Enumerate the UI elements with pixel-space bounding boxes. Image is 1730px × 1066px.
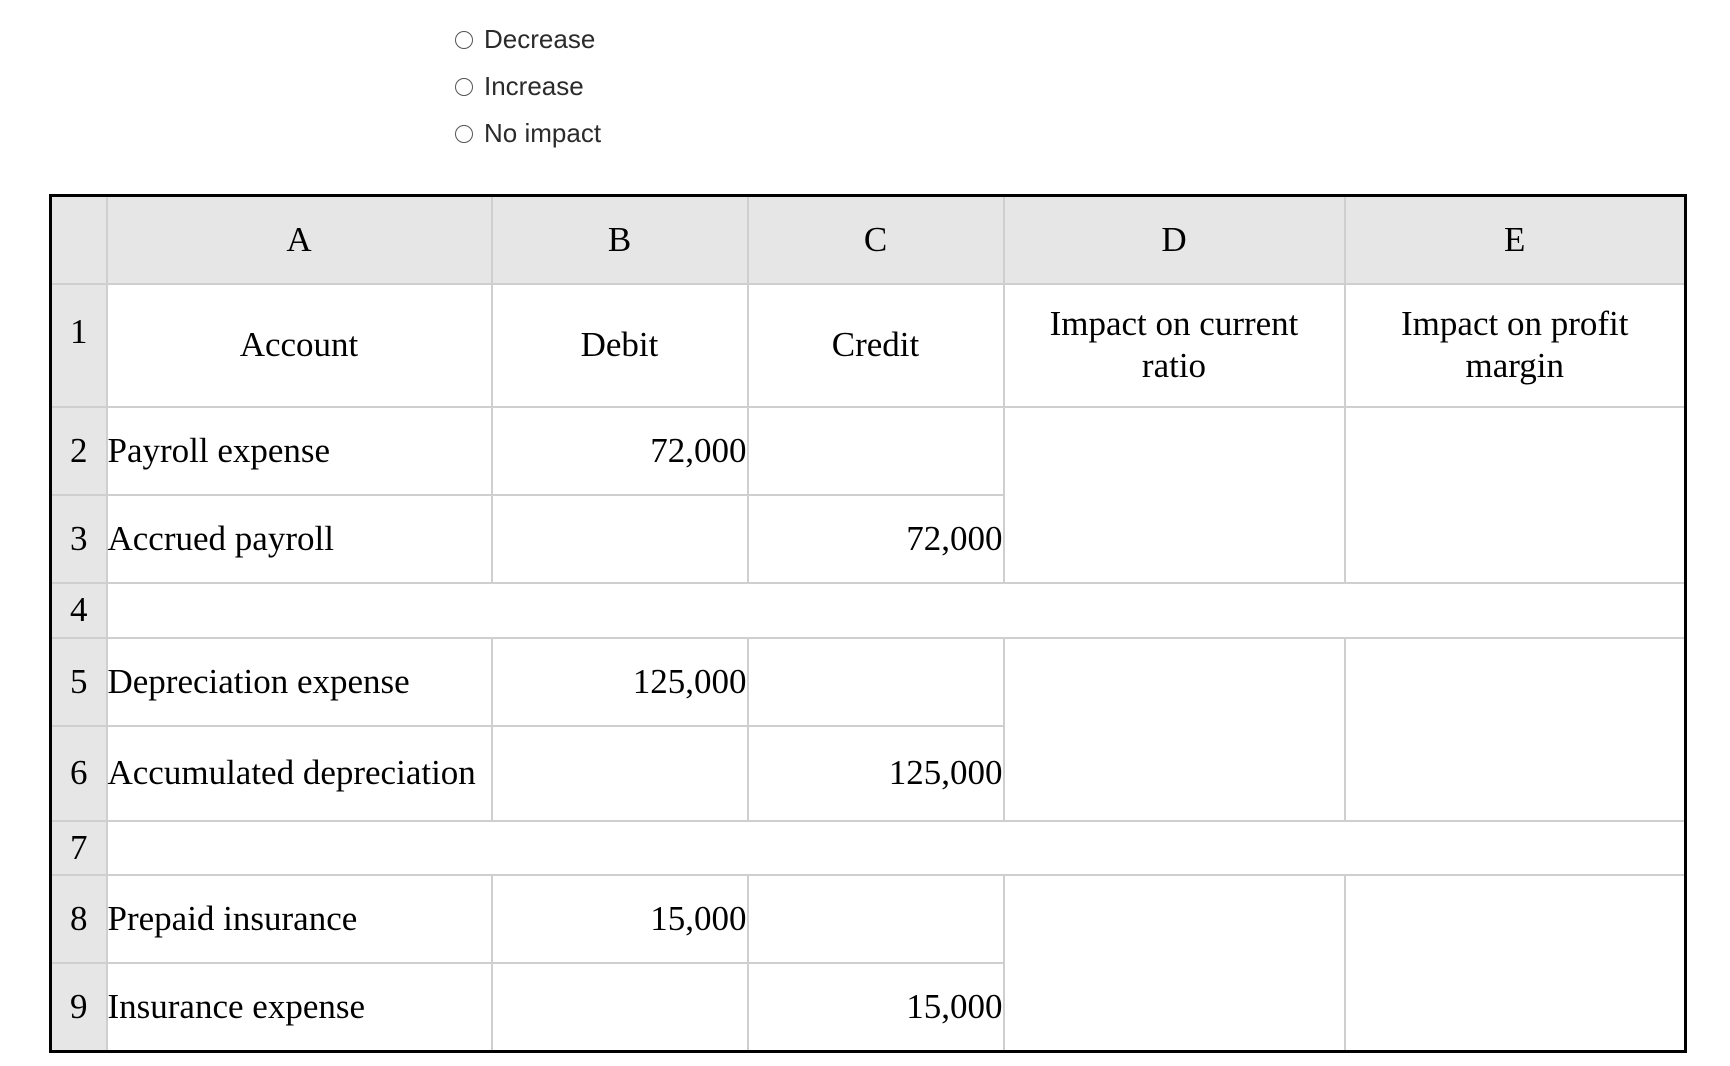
debit-cell	[492, 495, 748, 583]
impact-profit-margin-cell[interactable]	[1345, 638, 1686, 821]
debit-cell: 72,000	[492, 407, 748, 495]
row-number: 3	[51, 495, 107, 583]
row-number: 9	[51, 963, 107, 1052]
impact-profit-margin-cell[interactable]	[1345, 875, 1686, 1052]
header-debit: Debit	[492, 284, 748, 407]
option-decrease[interactable]	[455, 16, 601, 63]
table-row	[51, 583, 1686, 638]
column-header-a: A	[107, 196, 492, 284]
row-number: 8	[51, 875, 107, 963]
row-number: 6	[51, 726, 107, 821]
row-number: 1	[51, 284, 107, 407]
account-cell: Payroll expense	[107, 407, 492, 495]
header-impact-profit-margin: Impact on profit margin	[1345, 284, 1686, 407]
column-header-row	[51, 196, 1686, 284]
column-header-d: D	[1004, 196, 1345, 284]
header-credit: Credit	[748, 284, 1004, 407]
impact-current-ratio-cell[interactable]	[1004, 407, 1345, 583]
option-increase[interactable]	[455, 63, 601, 110]
credit-cell	[748, 407, 1004, 495]
table-row	[51, 284, 1686, 407]
credit-cell	[748, 638, 1004, 726]
column-header-c: C	[748, 196, 1004, 284]
impact-profit-margin-cell[interactable]	[1345, 407, 1686, 583]
corner-cell	[51, 196, 107, 284]
account-cell: Depreciation expense	[107, 638, 492, 726]
spacer-cell	[107, 583, 1686, 638]
credit-cell	[748, 875, 1004, 963]
option-no-impact[interactable]	[455, 110, 601, 157]
credit-cell: 72,000	[748, 495, 1004, 583]
impact-current-ratio-cell[interactable]	[1004, 875, 1345, 1052]
spacer-cell	[107, 821, 1686, 875]
debit-cell: 15,000	[492, 875, 748, 963]
impact-options-radio-group	[455, 16, 601, 157]
table-row	[51, 638, 1686, 726]
option-label: No impact	[484, 118, 602, 148]
table-row	[51, 821, 1686, 875]
account-cell: Accrued payroll	[107, 495, 492, 583]
debit-cell: 125,000	[492, 638, 748, 726]
credit-cell: 15,000	[748, 963, 1004, 1052]
spreadsheet-table	[49, 194, 1687, 1053]
header-impact-current-ratio: Impact on current ratio	[1004, 284, 1345, 407]
row-number: 4	[51, 583, 107, 638]
account-cell: Accumulated depreciation	[107, 726, 492, 821]
radio-circle-icon[interactable]	[455, 125, 473, 143]
header-account: Account	[107, 284, 492, 407]
radio-circle-icon[interactable]	[455, 78, 473, 96]
row-number: 2	[51, 407, 107, 495]
option-label: Decrease	[484, 24, 596, 54]
impact-current-ratio-cell[interactable]	[1004, 638, 1345, 821]
debit-cell	[492, 726, 748, 821]
table-row	[51, 875, 1686, 963]
table-row	[51, 407, 1686, 495]
column-header-b: B	[492, 196, 748, 284]
account-cell: Insurance expense	[107, 963, 492, 1052]
row-number: 7	[51, 821, 107, 875]
credit-cell: 125,000	[748, 726, 1004, 821]
account-cell: Prepaid insurance	[107, 875, 492, 963]
column-header-e: E	[1345, 196, 1686, 284]
radio-circle-icon[interactable]	[455, 31, 473, 49]
option-label: Increase	[484, 71, 584, 101]
row-number: 5	[51, 638, 107, 726]
debit-cell	[492, 963, 748, 1052]
